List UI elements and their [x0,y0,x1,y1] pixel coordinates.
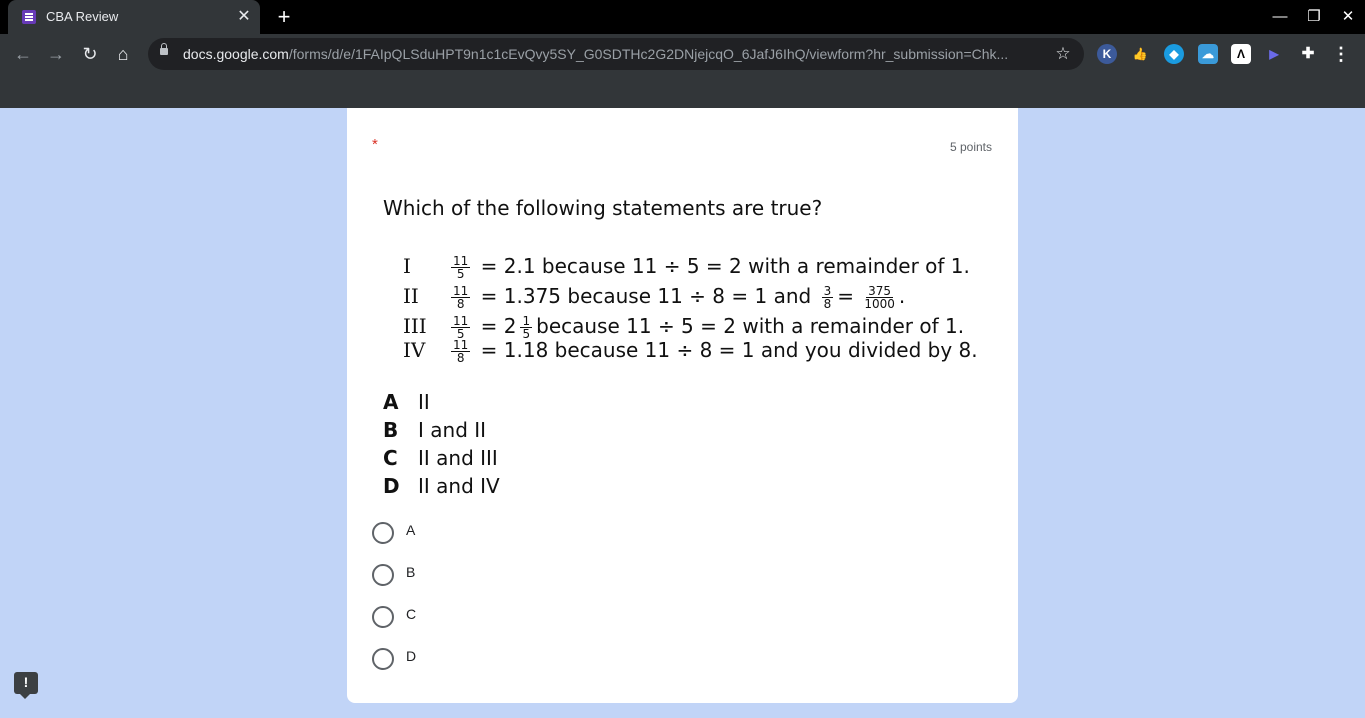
statement-text: = 1.18 because 11 ÷ 8 = 1 and you divided by 8. [480,338,978,362]
tab-title: CBA Review [46,9,119,24]
address-bar[interactable] [148,38,1084,70]
forward-button[interactable]: → [47,44,65,64]
denominator: 8 [456,351,465,365]
question-card [347,108,1018,703]
radio-button[interactable] [372,564,394,586]
tab-strip [0,0,1365,34]
fraction [451,255,470,280]
statement-4 [403,338,978,364]
a-extension-icon[interactable]: Λ [1231,44,1251,64]
url-text[interactable] [183,46,1045,62]
option-label[interactable]: D [406,648,417,664]
reload-button[interactable]: ↻ [82,44,98,64]
period: . [898,284,906,308]
option-label[interactable]: B [406,564,416,580]
bookmark-star-icon[interactable]: ☆ [1055,44,1071,63]
question-title: Which of the following statements are true? [383,196,823,220]
restore-button[interactable]: ❐ [1307,8,1321,25]
roman-numeral: II [403,284,419,308]
choice-letter: D [383,474,400,498]
roman-numeral: IV [403,338,426,362]
choice-a [383,390,430,414]
lock-icon[interactable] [160,48,168,55]
thumbs-up-extension-icon[interactable]: 👍 [1132,47,1148,61]
question-image [383,196,983,496]
bookmarks-bar [0,74,1365,108]
radio-button[interactable] [372,648,394,670]
choice-letter: C [383,446,398,470]
option-label[interactable]: A [406,522,416,538]
browser-toolbar [0,34,1365,74]
feedback-icon[interactable]: ! [14,672,38,694]
browser-tab[interactable] [8,0,260,34]
fraction [451,315,470,340]
minimize-button[interactable]: — [1272,8,1288,25]
choice-text: II and IV [418,474,500,498]
back-button[interactable]: ← [14,44,32,64]
statement-text: = 1.375 because 11 ÷ 8 = 1 and [480,284,812,308]
numerator: 11 [453,314,469,328]
roman-numeral: I [403,254,411,278]
equals-sign: = [837,284,854,308]
home-button[interactable]: ⌂ [117,44,129,64]
statement-text: = 2 [480,314,517,338]
numerator: 3 [823,284,832,298]
choice-d [383,474,500,498]
choice-letter: A [383,390,399,414]
menu-kebab-icon[interactable]: ⋮ [1332,44,1350,64]
numerator: 375 [868,284,892,298]
choice-text: I and II [418,418,487,442]
choice-b [383,418,486,442]
statement-text-b: because 11 ÷ 5 = 2 with a remainder of 1. [536,314,965,338]
puzzle-extensions-icon[interactable]: ✚ [1301,45,1315,62]
denominator: 1000 [864,297,895,311]
denominator: 5 [456,267,465,281]
roman-numeral: III [403,314,427,338]
numerator: 11 [453,254,469,268]
statement-3 [403,314,964,340]
denominator: 8 [456,297,465,311]
radio-button[interactable] [372,522,394,544]
statement-1 [403,254,970,280]
forms-favicon-icon [22,10,36,24]
choice-text: II [418,390,430,414]
cloud-extension-icon[interactable]: ☁ [1198,44,1218,64]
fraction [864,285,895,310]
fraction [822,285,834,310]
url-path: /forms/d/e/1FAIpQLSduHPT9n1c1cEvQvy5SY_G0SDTHc2G2DNjejcqO_6JafJ6IhQ/viewform?hr_submission=Chk... [288,46,1009,62]
diamond-extension-icon[interactable]: ◆ [1164,44,1184,64]
statement-2 [403,284,905,310]
numerator: 11 [453,284,469,298]
denominator: 5 [522,327,531,341]
cursor-extension-icon[interactable]: ▶ [1269,47,1279,61]
required-marker: * [372,136,378,153]
points-label: 5 points [949,140,992,154]
choice-text: II and III [418,446,498,470]
numerator: 11 [453,338,469,352]
denominator: 5 [456,327,465,341]
close-window-button[interactable]: ✕ [1341,8,1355,25]
fraction [520,315,532,340]
fraction [451,339,470,364]
option-label[interactable]: C [406,606,417,622]
denominator: 8 [823,297,832,311]
tab-close-icon[interactable]: ✕ [237,8,251,25]
statement-text: = 2.1 because 11 ÷ 5 = 2 with a remainder of 1. [480,254,970,278]
new-tab-button[interactable]: + [277,4,291,29]
choice-letter: B [383,418,399,442]
fraction [451,285,470,310]
choice-c [383,446,498,470]
radio-button[interactable] [372,606,394,628]
numerator: 1 [522,314,531,328]
url-host: docs.google.com [183,46,289,62]
k-extension-icon[interactable]: K [1097,44,1117,64]
